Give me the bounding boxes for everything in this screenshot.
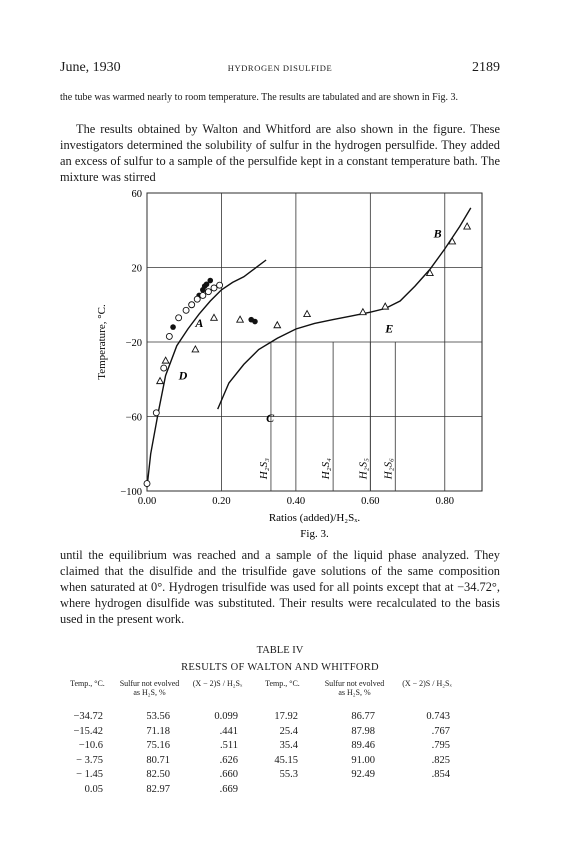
- data-point-triangle: [382, 303, 389, 309]
- data-point-triangle: [464, 223, 471, 229]
- table-header-cell: (X − 2)S / H₂Sₓ: [402, 679, 452, 688]
- paragraph-equilibrium: until the equilibrium was reached and a sample of the liquid phase analyzed. They claimed that the disulfide and the trisulfide gave solutions of the same composition when saturated at 0°. Hydrogen trisulfide was used for all points except that at −34.72°, where hydrogen disulfide was substituted. Their results were recalculated to the basis used in the present work.: [60, 548, 500, 626]
- x-tick-label: 0.40: [286, 496, 306, 507]
- table-cell: 92.49: [351, 769, 375, 780]
- data-point-open: [211, 285, 217, 291]
- table-cell: −15.42: [73, 725, 103, 737]
- curve-label: A: [195, 316, 204, 331]
- table-cell: .795: [431, 740, 450, 751]
- page-number: 2189: [472, 60, 500, 75]
- data-point-triangle: [274, 322, 281, 328]
- y-tick-label: −20: [125, 338, 142, 349]
- table-cell: 87.98: [351, 725, 375, 737]
- curve-label: B: [433, 226, 442, 241]
- paragraph-walton-whitford: The results obtained by Walton and Whitford are also shown in the figure. These investigators determined the solubility of sulfur in the hydrogen persulfide. They added an excess of sulfur to a sample of the persulfide kept in a constant temperature bath. The mixture was stirred: [60, 122, 500, 184]
- compound-label: H₂S₅: [357, 458, 370, 480]
- intro-paragraph: the tube was warmed nearly to room temperature. The results are tabulated and are shown in Fig. 3.: [60, 92, 459, 103]
- table-header-cell: Sulfur not evolved as H₂S, %: [119, 679, 180, 697]
- y-tick-label: 20: [131, 263, 142, 275]
- curve-label: C: [266, 411, 275, 426]
- data-point-open: [144, 481, 150, 487]
- table-cell: 82.97: [146, 783, 170, 795]
- x-tick-label: 0.80: [435, 496, 454, 507]
- table-cell: .854: [431, 769, 450, 780]
- curve-label: D: [178, 368, 188, 383]
- y-tick-label: −100: [120, 487, 142, 498]
- table-cell: 35.4: [279, 740, 298, 751]
- data-point-filled: [252, 319, 258, 325]
- data-point-open: [176, 315, 182, 321]
- data-point-triangle: [304, 311, 311, 317]
- table-subtitle: RESULTS OF WALTON AND WHITFORD: [181, 662, 379, 673]
- header-title: HYDROGEN DISULFIDE: [227, 63, 333, 73]
- table-cell: 55.3: [279, 769, 298, 780]
- table-cell: 89.46: [351, 740, 375, 751]
- x-tick-label: 0.00: [137, 496, 157, 507]
- table-header-cell: (X − 2)S / H₂Sₓ: [192, 679, 243, 688]
- x-tick-label: 0.60: [361, 496, 380, 507]
- table-cell: − 3.75: [76, 754, 103, 766]
- table-cell: 0.743: [426, 711, 450, 722]
- table-cell: .441: [219, 725, 238, 737]
- table-cell: 71.18: [146, 725, 170, 737]
- table-cell: −10.6: [78, 740, 103, 751]
- chart-curve-labels: [178, 227, 442, 425]
- table-cell: 82.50: [146, 769, 170, 780]
- table-title: TABLE IV: [256, 645, 304, 656]
- table-cell: −34.72: [73, 711, 103, 722]
- y-axis-label: Temperature, °C.: [96, 304, 108, 380]
- data-point-open: [217, 282, 223, 288]
- table-cell: 0.099: [214, 711, 238, 722]
- table-cell: .626: [219, 754, 238, 766]
- data-point-triangle: [237, 316, 244, 322]
- chart-points: [144, 223, 470, 487]
- data-point-open: [194, 296, 200, 302]
- compound-label: H₂S₃: [257, 458, 270, 480]
- table-cell: 80.71: [146, 754, 170, 766]
- data-point-open: [166, 333, 172, 339]
- table-cell: 45.15: [274, 754, 298, 766]
- data-point-triangle: [192, 346, 199, 352]
- y-tick-label: −60: [125, 412, 142, 424]
- data-point-triangle: [211, 314, 218, 320]
- table-cell: 91.00: [351, 754, 375, 766]
- data-point-open: [189, 302, 195, 308]
- header-date: June, 1930: [60, 60, 121, 75]
- data-point-triangle: [360, 309, 367, 315]
- chart-grid: [147, 193, 482, 491]
- table-cell: 75.16: [146, 740, 170, 751]
- data-point-open: [161, 365, 167, 371]
- x-tick-label: 0.20: [212, 496, 231, 507]
- curve-label: E: [385, 321, 394, 336]
- table-cell: .767: [431, 725, 450, 737]
- compound-label: H₂S₄: [320, 458, 333, 480]
- table-cell: 0.05: [84, 783, 103, 795]
- data-point-triangle: [162, 357, 169, 363]
- table-cell: 17.92: [274, 711, 298, 722]
- figure-caption: Fig. 3.: [300, 528, 329, 540]
- table-cell: .511: [220, 740, 238, 751]
- table-cell: − 1.45: [76, 769, 103, 780]
- table-cell: 25.4: [279, 725, 298, 737]
- data-point-open: [183, 307, 189, 313]
- table-cell: .669: [219, 783, 238, 795]
- data-point-triangle: [157, 378, 164, 384]
- table-header-cell: Sulfur not evolved as H₂S, %: [324, 679, 385, 697]
- table-cell: .825: [431, 754, 450, 766]
- x-axis-label: Ratios (added)/H₂Sₓ.: [268, 512, 361, 524]
- data-point-open: [153, 410, 159, 416]
- data-point-open: [205, 289, 211, 295]
- compound-label: H₂S₆: [382, 458, 395, 480]
- table-header-cell: Temp., °C.: [70, 679, 105, 688]
- data-point-filled: [170, 324, 176, 330]
- data-point-filled: [207, 278, 213, 284]
- table-header-cell: Temp., °C.: [265, 679, 300, 688]
- table-cell: 53.56: [146, 711, 170, 722]
- y-tick-label: 60: [131, 189, 142, 200]
- data-point-open: [200, 292, 206, 298]
- table-cell: 86.77: [351, 711, 375, 722]
- table-cell: .660: [219, 769, 238, 780]
- chart-ticks: [120, 189, 454, 507]
